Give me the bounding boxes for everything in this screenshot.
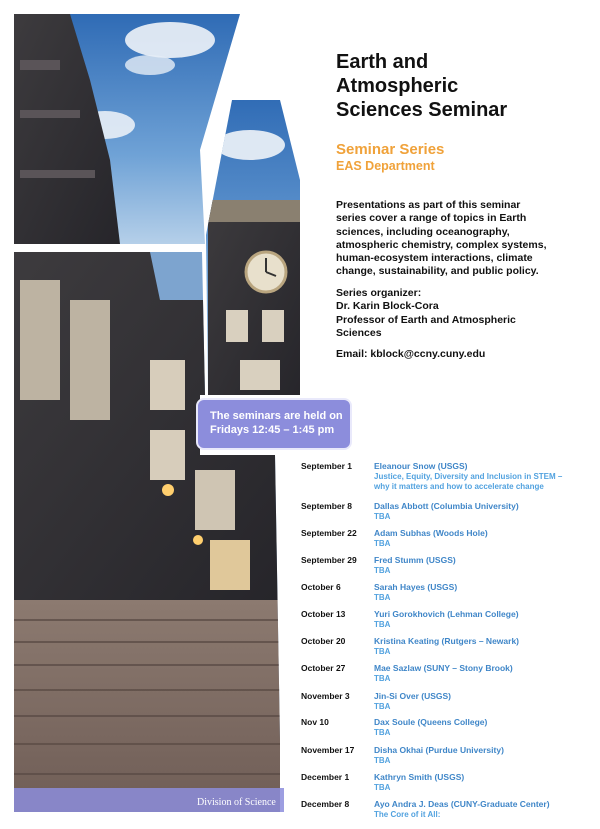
organizer-heading: Series organizer:	[336, 287, 422, 299]
schedule-date: September 22	[301, 527, 357, 538]
schedule-info	[374, 636, 595, 663]
title-line: Atmospheric	[336, 75, 459, 97]
speaker-name: Disha Okhai (Purdue University)	[374, 744, 504, 755]
talk-topic: TBA	[374, 566, 391, 575]
talk-topic: TBA	[374, 782, 391, 792]
description-line: sciences, including oceanography,	[336, 225, 510, 238]
speaker-name: Adam Subhas (Woods Hole)	[374, 527, 488, 538]
schedule-date: Nov 10	[301, 717, 329, 727]
schedule-row	[301, 461, 595, 501]
schedule-date: December 1	[301, 771, 350, 782]
schedule-info	[374, 609, 595, 636]
schedule-info	[374, 582, 595, 610]
speaker-name: Jin-Si Over (USGS)	[374, 690, 451, 701]
speaker-name: Kathryn Smith (USGS)	[374, 771, 465, 782]
department-label: EAS Department	[336, 159, 435, 173]
schedule-row	[301, 799, 595, 826]
schedule-row	[301, 717, 595, 745]
schedule-info	[374, 772, 595, 799]
talk-topic: Justice, Equity, Diversity and Inclusion in STEM –	[374, 472, 563, 481]
page-title	[336, 50, 586, 122]
talk-topic: TBA	[374, 728, 391, 737]
schedule-row	[301, 691, 595, 718]
schedule-info	[374, 663, 595, 691]
speaker-name: Dax Soule (Queens College)	[374, 717, 488, 727]
schedule-date: December 8	[301, 798, 350, 809]
talk-topic: TBA	[374, 647, 391, 656]
schedule-info	[374, 799, 595, 826]
talk-topic: why it matters and how to accelerate change	[374, 482, 544, 492]
schedule-row	[301, 772, 595, 799]
seminar-schedule	[301, 461, 595, 826]
schedule-info	[374, 461, 595, 501]
schedule-row	[301, 609, 595, 636]
schedule-date: October 6	[301, 581, 341, 592]
organizer-role: Sciences	[336, 326, 382, 339]
callout-line: The seminars are held on	[210, 410, 343, 422]
series-label: Seminar Series	[336, 141, 445, 158]
description-line: series cover a range of topics in Earth	[336, 212, 527, 225]
schedule-info	[374, 528, 595, 556]
description-line: Presentations as part of this seminar	[336, 199, 521, 211]
speaker-name: Fred Stumm (USGS)	[374, 555, 456, 565]
callout-line: Fridays 12:45 – 1:45 pm	[210, 424, 335, 436]
division-label: Division of Science	[197, 797, 276, 808]
title-line: Earth and	[336, 51, 429, 73]
email-link[interactable]: Email: kblock@ccny.cuny.edu	[336, 348, 486, 360]
schedule-row	[301, 555, 595, 582]
description-line: change, sustainability, and public policy.	[336, 265, 539, 278]
schedule-date: November 3	[301, 690, 350, 701]
organizer-block	[336, 287, 568, 340]
speaker-name: Sarah Hayes (USGS)	[374, 581, 458, 592]
talk-topic: The Core of it All:	[374, 809, 441, 819]
organizer-name: Dr. Karin Block-Cora	[336, 300, 439, 313]
schedule-info	[374, 717, 595, 745]
schedule-row	[301, 663, 595, 691]
description-line: human-ecosystem interactions, climate	[336, 252, 533, 265]
speaker-name: Yuri Gorokhovich (Lehman College)	[374, 609, 519, 619]
schedule-date: November 17	[301, 744, 355, 755]
talk-topic: TBA	[374, 674, 391, 683]
title-line: Sciences Seminar	[336, 99, 508, 121]
schedule-row	[301, 636, 595, 663]
schedule-row	[301, 528, 595, 556]
schedule-date: September 29	[301, 555, 357, 565]
speaker-name: Eleanour Snow (USGS)	[374, 461, 468, 471]
schedule-callout	[196, 398, 352, 450]
schedule-date: October 13	[301, 609, 346, 619]
schedule-info	[374, 691, 595, 718]
speaker-name: Kristina Keating (Rutgers – Newark)	[374, 636, 520, 646]
schedule-date: October 20	[301, 636, 346, 646]
talk-topic: TBA	[374, 701, 391, 711]
schedule-row	[301, 501, 595, 528]
organizer-role: Professor of Earth and Atmospheric	[336, 313, 516, 326]
speaker-name: Ayo Andra J. Deas (CUNY-Graduate Center)	[374, 798, 550, 809]
talk-topic: TBA	[374, 620, 391, 629]
schedule-date: September 1	[301, 461, 353, 471]
talk-topic: TBA	[374, 755, 391, 765]
schedule-row	[301, 582, 595, 610]
description	[336, 199, 568, 279]
talk-topic: TBA	[374, 538, 391, 548]
talk-topic: TBA	[374, 592, 391, 602]
schedule-info	[374, 501, 595, 528]
schedule-info	[374, 745, 595, 772]
talk-topic: TBA	[374, 512, 391, 521]
description-line: atmospheric chemistry, complex systems,	[336, 238, 547, 251]
schedule-date: October 27	[301, 663, 346, 673]
schedule-date: September 8	[301, 501, 353, 511]
speaker-name: Dallas Abbott (Columbia University)	[374, 501, 519, 511]
speaker-name: Mae Sazlaw (SUNY – Stony Brook)	[374, 663, 513, 673]
schedule-info	[374, 555, 595, 582]
schedule-row	[301, 745, 595, 772]
